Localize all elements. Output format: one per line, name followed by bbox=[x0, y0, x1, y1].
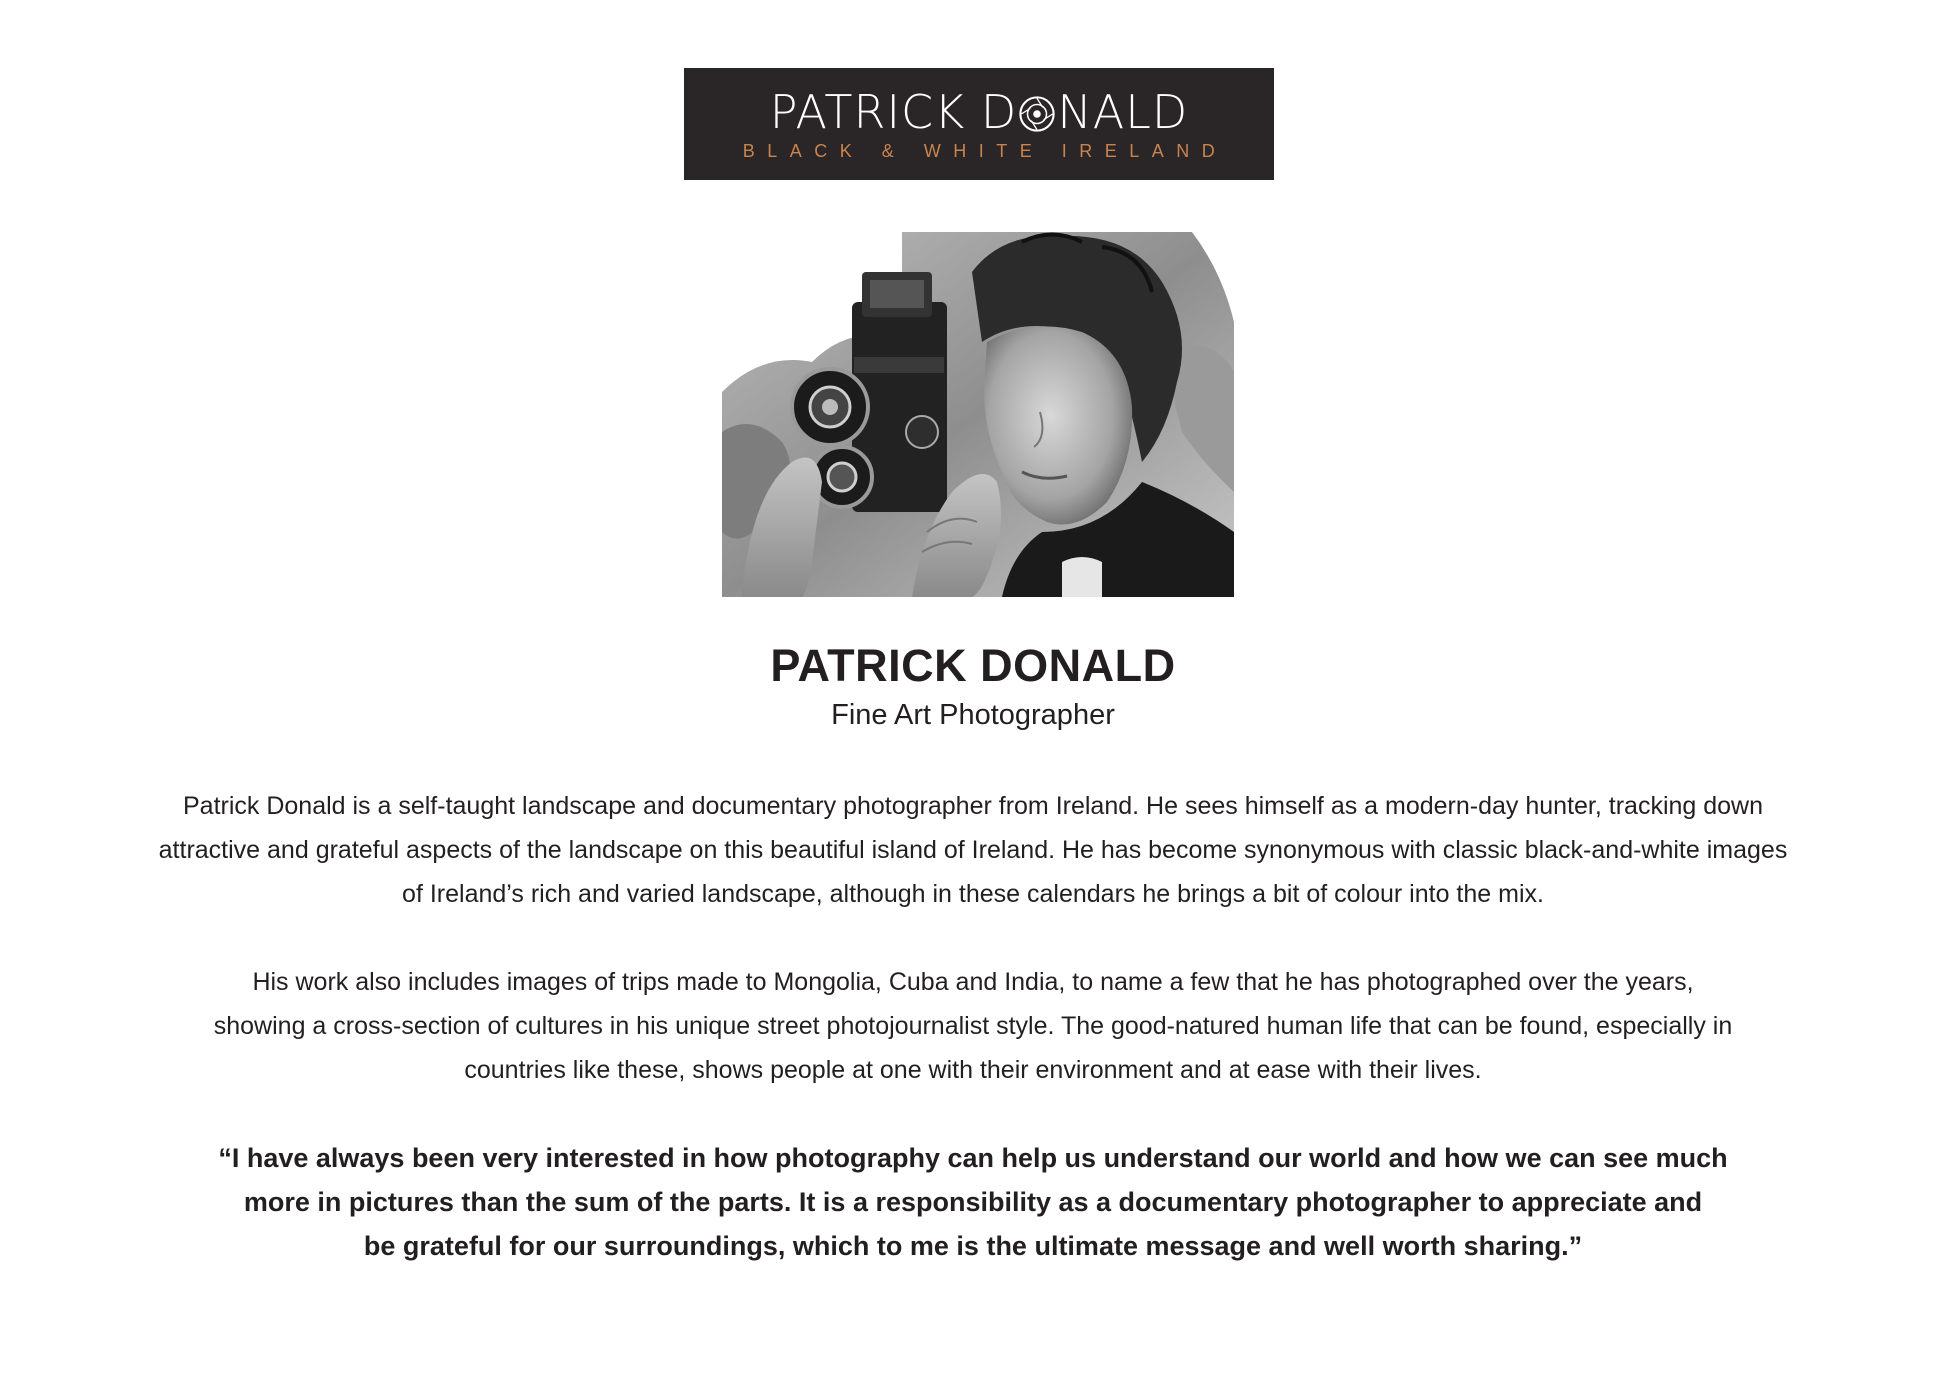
bio-paragraph-1-line: Patrick Donald is a self-taught landscape and documentary photographer from Ireland. He sees himself as a modern-day hunter, tracking down bbox=[182, 792, 1764, 820]
logo-banner bbox=[684, 68, 1274, 180]
quote-block bbox=[70, 1136, 1876, 1268]
logo-name bbox=[769, 84, 1189, 139]
logo-tagline: BLACK & WHITE IRELAND bbox=[742, 140, 1228, 161]
bio-paragraph-2-line: countries like these, shows people at one with their environment and at ease with their lives. bbox=[464, 1056, 1482, 1084]
bio-paragraph-2-line: His work also includes images of trips made to Mongolia, Cuba and India, to name a few that he has photographed over the years, bbox=[252, 968, 1694, 996]
bio-paragraph-1-line: of Ireland’s rich and varied landscape, although in these calendars he brings a bit of colour into the mix. bbox=[402, 880, 1544, 908]
bio-paragraph-1 bbox=[70, 784, 1876, 916]
bio-paragraph-1-line: attractive and grateful aspects of the landscape on this beautiful island of Ireland. He has become synonymous with classic black-and-white images bbox=[158, 836, 1788, 864]
quote-line: more in pictures than the sum of the parts. It is a responsibility as a documentary photographer to appreciate and bbox=[243, 1187, 1703, 1217]
page-subtitle: Fine Art Photographer bbox=[831, 699, 1115, 731]
bio-paragraph-2 bbox=[70, 960, 1876, 1092]
logo-name-part1: PATRICK D bbox=[769, 84, 1018, 139]
quote-line: be grateful for our surroundings, which to me is the ultimate message and well worth sharing.” bbox=[363, 1231, 1583, 1261]
page-title: PATRICK DONALD bbox=[770, 640, 1176, 691]
photographer-portrait-image bbox=[722, 232, 1234, 597]
logo-name-part2: NALD bbox=[1057, 84, 1189, 139]
camera-lens-icon bbox=[1018, 94, 1056, 132]
bio-paragraph-2-line: showing a cross-section of cultures in his unique street photojournalist style. The good-natured human life that can be found, especially in bbox=[213, 1012, 1733, 1040]
quote-line: “I have always been very interested in how photography can help us understand our world and how we can see much bbox=[218, 1143, 1728, 1173]
